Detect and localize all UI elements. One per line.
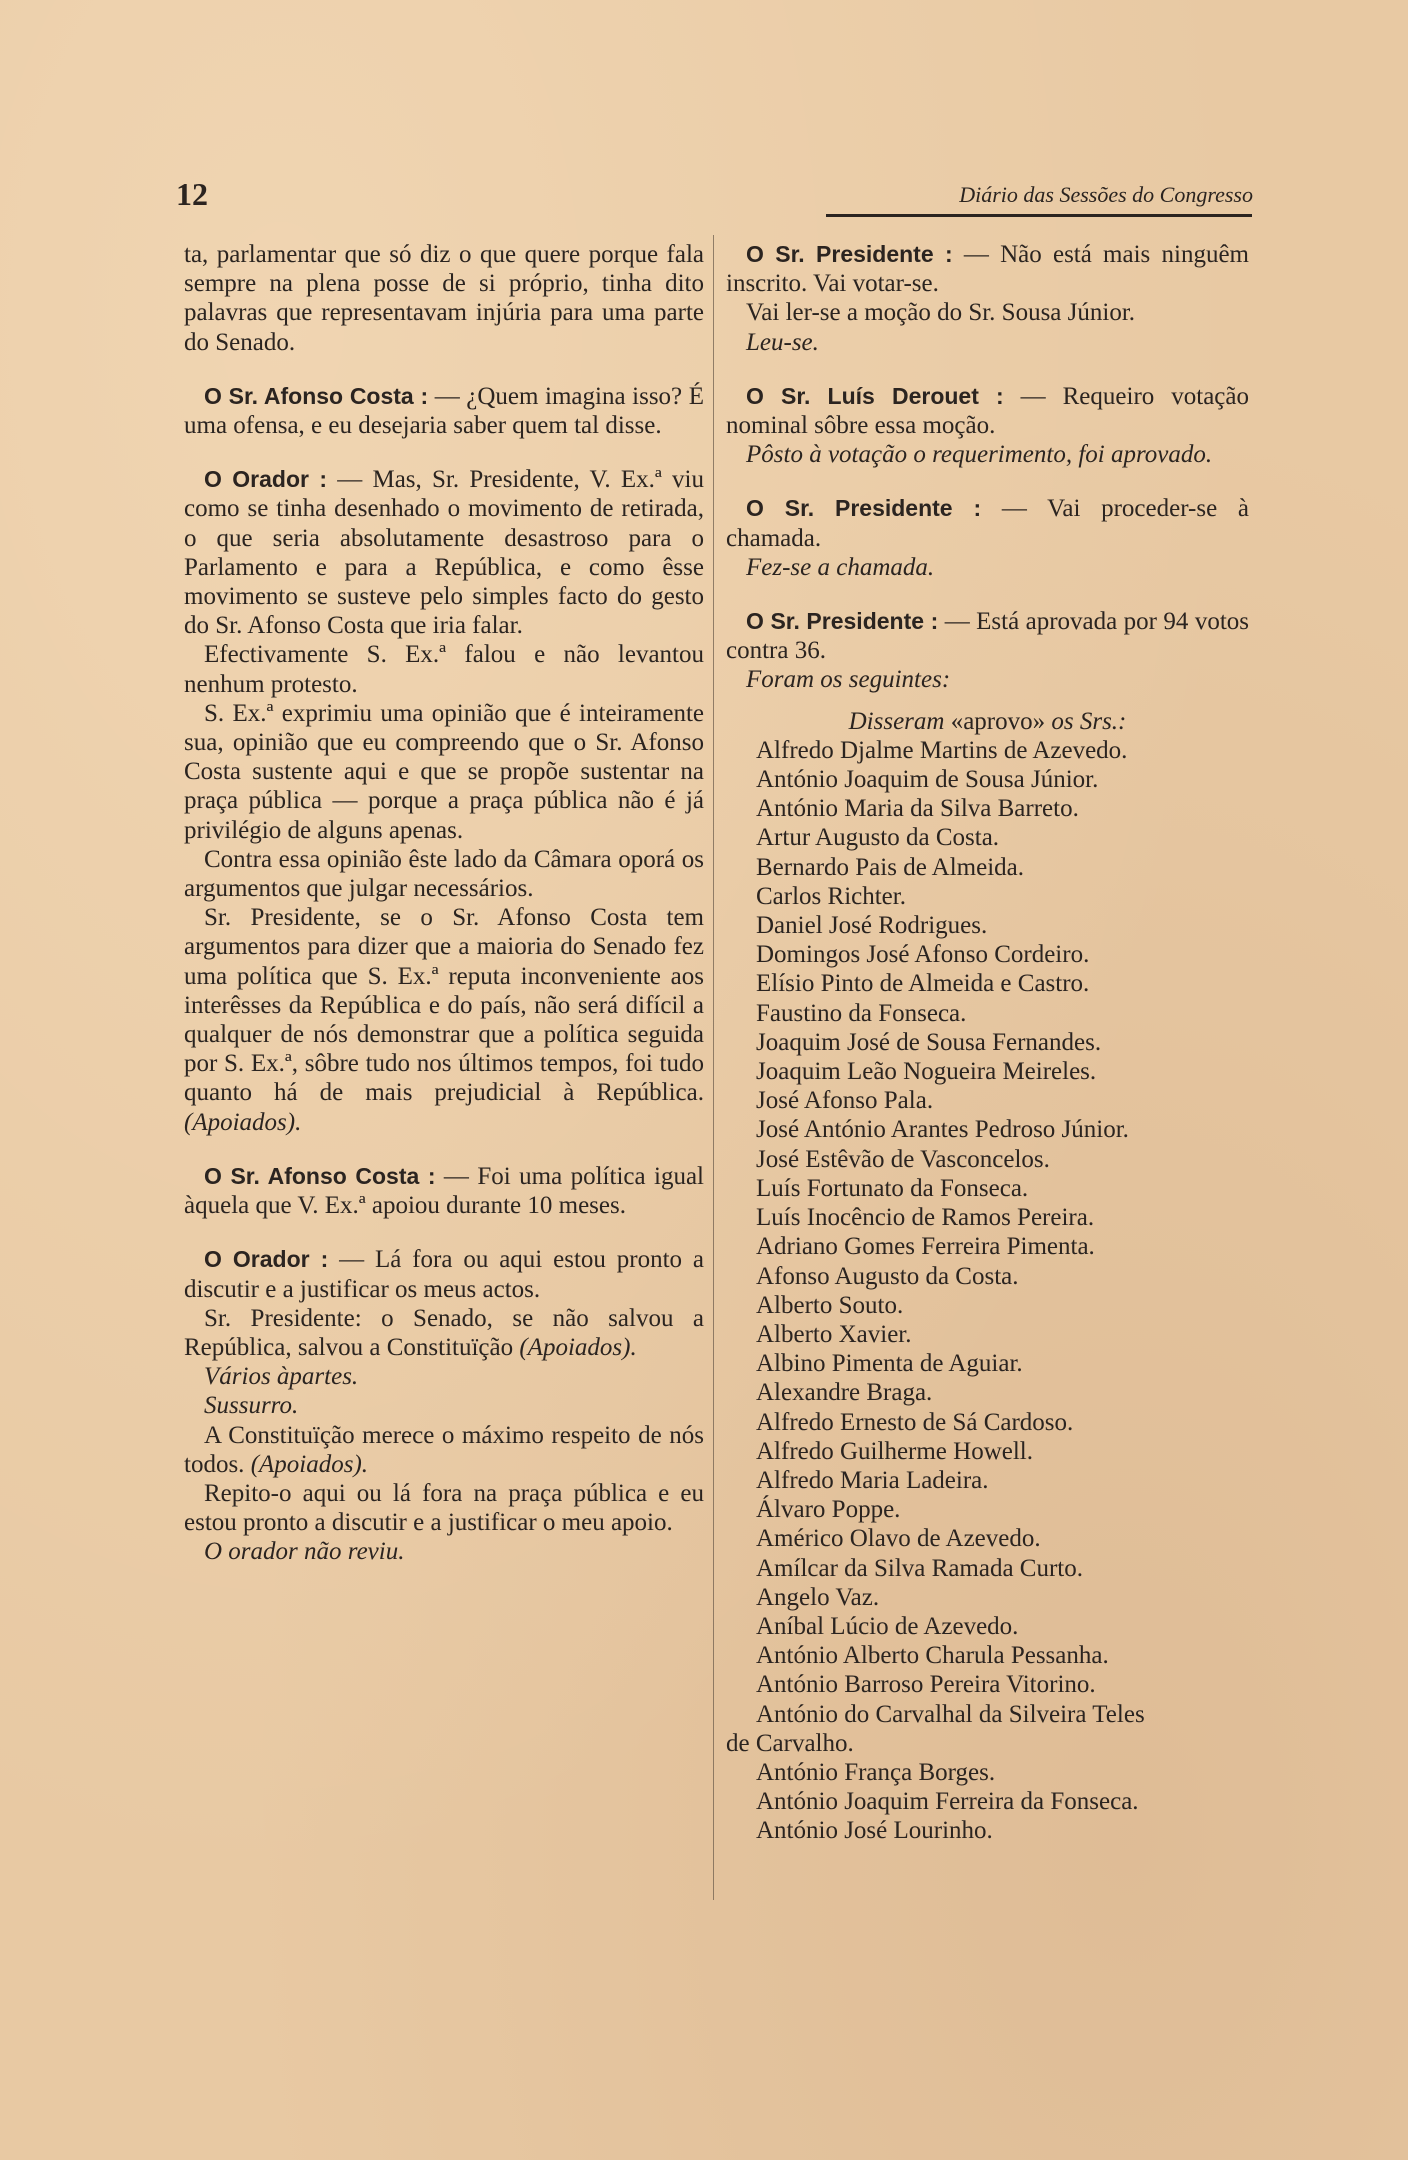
voter-name: de Carvalho.	[726, 1729, 854, 1757]
voter-name: Joaquim Leão Nogueira Meireles.	[756, 1058, 1097, 1086]
voter-name: Bernardo Pais de Almeida.	[756, 853, 1024, 881]
voter-name: Alfredo Djalme Martins de Azevedo.	[756, 736, 1128, 764]
paragraph: ta, parlamentar que só diz o que quere porque fala sempre na plena posse de si próprio, tinha dito palavras que representavam injúria para uma parte do Senado.	[184, 241, 704, 356]
voter-name: Faustino da Fonseca.	[756, 999, 967, 1027]
voter-name: Luís Fortunato da Fonseca.	[756, 1174, 1029, 1202]
paragraph	[184, 1421, 704, 1479]
paragraph	[726, 494, 1249, 552]
stage-direction: Vários àpartes.	[204, 1363, 359, 1391]
speaker-name: O Orador :	[204, 1246, 329, 1273]
vote-list-heading: Disseram «aprovo» os Srs.:	[848, 707, 1127, 735]
speaker-name: O Sr. Presidente :	[746, 241, 953, 267]
voter-name: Elísio Pinto de Almeida e Castro.	[756, 970, 1090, 998]
reaction-note: (Apoiados).	[184, 1108, 302, 1136]
stage-direction: Sussurro.	[204, 1392, 299, 1420]
voter-name: José Estêvão de Vasconcelos.	[756, 1145, 1050, 1173]
voter-name: António Alberto Charula Pessanha.	[756, 1642, 1109, 1670]
speaker-name: O Sr. Presidente :	[746, 495, 982, 522]
voter-name: Alexandre Braga.	[756, 1379, 933, 1407]
header-rule	[826, 214, 1252, 217]
speech-text: — Vai proceder-se à chamada.	[726, 495, 1249, 552]
voter-name: Afonso Augusto da Costa.	[756, 1262, 1019, 1290]
speaker-name: O Orador :	[204, 466, 327, 493]
paragraph: Vai ler-se a moção do Sr. Sousa Júnior.	[746, 299, 1136, 327]
voter-name: António Joaquim Ferreira da Fonseca.	[756, 1788, 1139, 1816]
voter-name: António Maria da Silva Barreto.	[756, 795, 1079, 823]
voter-name: Angelo Vaz.	[756, 1583, 880, 1611]
speaker-name: O Sr. Luís Derouet :	[746, 382, 1004, 409]
voter-name: António França Borges.	[756, 1758, 996, 1786]
stage-direction: O orador não reviu.	[204, 1538, 405, 1566]
speech-text: — ¿Quem imagina isso? É uma ofensa, e eu desejaria saber quem tal disse.	[184, 382, 705, 440]
speech-text: — Mas, Sr. Presidente, V. Ex.ª viu como se tinha desenhado o movimento de retirada, o que seria absolutamente desastroso para o Parlamento e para a República, e como êsse movimento se susteve pelo simples facto do gesto do Sr. Afonso Costa que iria falar.	[184, 466, 704, 640]
voter-name: Amílcar da Silva Ramada Curto.	[756, 1554, 1084, 1582]
voter-name: Alfredo Maria Ladeira.	[756, 1466, 989, 1494]
page-number: 12	[176, 176, 208, 212]
column-divider	[713, 235, 714, 1900]
speech-text: — Está aprovada por 94 votos contra 36.	[726, 608, 1249, 665]
voter-name: José Afonso Pala.	[756, 1087, 934, 1115]
stage-direction: Foram os seguintes:	[746, 666, 951, 694]
voter-name: Luís Inocêncio de Ramos Pereira.	[756, 1204, 1095, 1232]
speech-text: Sr. Presidente: o Senado, se não salvou a República, salvou a Constituïção	[184, 1304, 704, 1361]
stage-direction: Pôsto à votação o requerimento, foi aprovado.	[746, 441, 1213, 469]
voter-name: Américo Olavo de Azevedo.	[756, 1525, 1041, 1553]
voter-name: Carlos Richter.	[756, 882, 906, 910]
paragraph	[184, 1304, 704, 1362]
paragraph: S. Ex.ª exprimiu uma opinião que é inteiramente sua, opinião que eu compreendo que o Sr. Afonso Costa sustente aqui e que se propõe sustentar na praça pública — porque a praça pública não é já privilégio de alguns apenas.	[184, 699, 704, 844]
voter-name: Alfredo Guilherme Howell.	[756, 1437, 1034, 1465]
paragraph	[184, 1245, 704, 1303]
paragraph: Efectivamente S. Ex.ª falou e não levantou nenhum protesto.	[184, 641, 704, 698]
reaction-note: (Apoiados).	[519, 1333, 637, 1361]
paragraph	[726, 382, 1249, 440]
speech-text: — Não está mais ninguêm inscrito. Vai votar-se.	[726, 241, 1249, 298]
paragraph	[726, 240, 1249, 298]
stage-direction: Fez-se a chamada.	[746, 553, 935, 581]
speech-text: — Foi uma política igual àquela que V. Ex.ª apoiou durante 10 meses.	[184, 1162, 704, 1220]
voter-name: Aníbal Lúcio de Azevedo.	[756, 1612, 1019, 1640]
speaker-name: O Sr. Afonso Costa :	[204, 382, 429, 409]
voter-name: António Joaquim de Sousa Júnior.	[756, 766, 1099, 794]
voter-name: Daniel José Rodrigues.	[756, 912, 988, 940]
voter-name: Álvaro Poppe.	[756, 1496, 901, 1524]
voter-name: Alberto Xavier.	[756, 1320, 912, 1348]
speech-text: Sr. Presidente, se o Sr. Afonso Costa tem argumentos para dizer que a maioria do Senado fez uma política que S. Ex.ª reputa inconveniente aos interêsses da República e do país, não será difícil a qualquer de nós demonstrar que a política seguida por S. Ex.ª, sôbre tudo nos últimos tempos, foi tudo quanto há de mais prejudicial à República.	[184, 904, 704, 1107]
paragraph	[184, 1162, 704, 1220]
paragraph	[184, 465, 704, 640]
stage-direction: Leu-se.	[746, 328, 819, 356]
speaker-name: O Sr. Presidente :	[746, 608, 939, 635]
voter-name: José António Arantes Pedroso Júnior.	[756, 1116, 1129, 1144]
right-column	[726, 240, 1249, 1846]
speech-text: A Constituïção merece o máximo respeito de nós todos.	[184, 1421, 704, 1478]
speaker-name: O Sr. Afonso Costa :	[204, 1162, 436, 1189]
speech-text: — Lá fora ou aqui estou pronto a discutir e a justificar os meus actos.	[184, 1246, 704, 1303]
paragraph: Repito-o aqui ou lá fora na praça pública e eu estou pronto a discutir e a justificar o meu apoio.	[184, 1479, 704, 1537]
voter-name: Adriano Gomes Ferreira Pimenta.	[756, 1233, 1095, 1261]
voter-name: Joaquim José de Sousa Fernandes.	[756, 1028, 1102, 1056]
voter-names-list	[726, 736, 1249, 1846]
voter-name: Alfredo Ernesto de Sá Cardoso.	[756, 1408, 1074, 1436]
voter-name: António Barroso Pereira Vitorino.	[756, 1671, 1096, 1699]
voter-name: António José Lourinho.	[756, 1817, 993, 1845]
left-column	[184, 240, 704, 1567]
voter-name: António do Carvalhal da Silveira Teles	[756, 1700, 1145, 1728]
paragraph	[184, 382, 704, 440]
voter-name: Domingos José Afonso Cordeiro.	[756, 941, 1090, 969]
voter-name: Artur Augusto da Costa.	[756, 824, 1000, 852]
paragraph	[184, 903, 704, 1137]
paragraph	[726, 607, 1249, 665]
voter-name: Albino Pimenta de Aguiar.	[756, 1350, 1023, 1378]
speech-text: — Requeiro votação nominal sôbre essa moção.	[726, 382, 1249, 440]
paragraph: Contra essa opinião êste lado da Câmara oporá os argumentos que julgar necessários.	[184, 845, 704, 903]
running-title: Diário das Sessões do Congresso	[959, 182, 1253, 207]
voter-name: Alberto Souto.	[756, 1291, 904, 1319]
reaction-note: (Apoiados).	[250, 1450, 369, 1478]
